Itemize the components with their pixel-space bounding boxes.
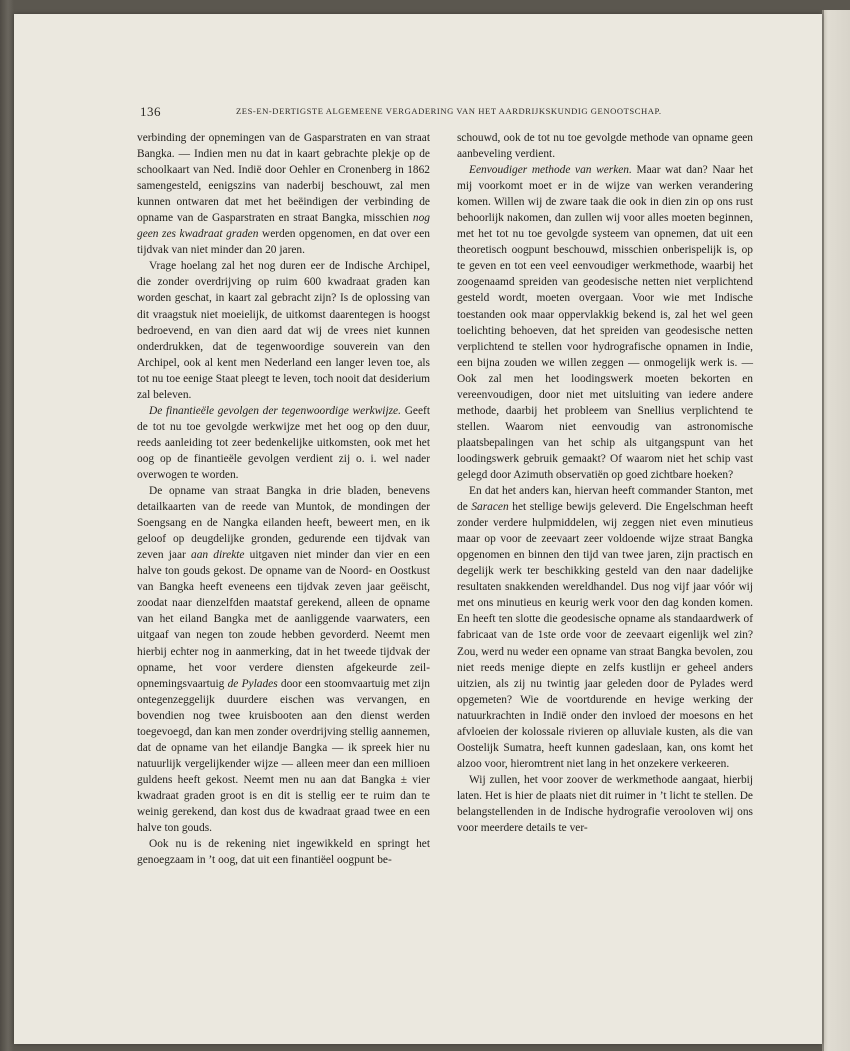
- paragraph: Vrage hoelang zal het nog duren eer de Indische Archipel, die zonder overdrijving op ruim 600 kwadraat graden kan worden geschat, in kaart zal gebracht zijn? Is de oplossing van dit vraagstuk niet moeielijk, de uitkomst daarentegen is hoogst bedroevend, en van dien aard dat wij de vrees niet kunnen onderdrukken, dat de tegenwoordige souverein van den Archipel, ook al kent men Nederland een langer leven toe, als tot nu toe eenige Staat pleegt te leven, toch nooit dat desiderium zal beleven.: [137, 260, 430, 401]
- page-header: [140, 104, 684, 122]
- running-title: ZES-EN-DERTIGSTE ALGEMEENE VERGADERING VAN HET AARDRIJKSKUNDIG GENOOTSCHAP.: [236, 106, 662, 116]
- page-number: 136: [140, 104, 161, 119]
- paragraph: Wij zullen, het voor zoover de werkmethode aangaat, hierbij laten. Het is hier de plaats niet dit ruimer in ’t licht te stellen. De belangstellenden in de Indische hydrografie verooloven wij ons voor meerdere details te ver-: [457, 773, 753, 835]
- section-heading-paragraph: De finantieële gevolgen der tegenwoordige werkwijze. Geeft de tot nu toe gevolgde werkwijze met het oog op den duur, reeds aanleiding tot zeer bedenkelijke uitkomsten, ook met het oog op de finantieële gevolgen verdient zij o. i. wel nader overwogen te worden.: [137, 404, 430, 481]
- paragraph: verbinding der opnemingen van de Gasparstraten en van straat Bangka. — Indien men nu dat in kaart gebrachte plekje op de schoolkaart van Ned. Indië door Oehler en Cronenberg in 1862 samengesteld, eenigszins van naderbij beschouwt, zal men kunnen ontwaren dat met het beëindigen der verbinding de opname van de Gasparstraten en straat Bangka, misschien nog geen zes kwadraat graden werden opgenomen, en dat over een tijdvak van niet minder dan 20 jaren.: [137, 132, 430, 257]
- left-column: [137, 130, 430, 868]
- paragraph: schouwd, ook de tot nu toe gevolgde methode van opname geen aanbeveling verdient.: [457, 132, 753, 161]
- right-column: [457, 130, 753, 836]
- page-fold-shadow: [822, 10, 824, 1051]
- section-heading: Eenvoudiger methode van werken.: [469, 164, 632, 177]
- paragraph: Ook nu is de rekening niet ingewikkeld en springt het genoegzaam in ’t oog, dat uit een finantiëel oogpunt be-: [137, 838, 430, 867]
- paragraph: De opname van straat Bangka in drie bladen, benevens detailkaarten van de reede van Muntok, de mondingen der Soengsang en de Nangka eilanden heeft, beweert men, en ik geloof op deugdelijke gronden, gedurende een tijdvak van zeven jaar aan direkte uitgaven niet minder dan vier en een halve ton gouds gekost. De opname van de Noord- en Oostkust van Bangka heeft eveneens een tijdvak zeven jaar geëischt, zoodat naar dienzelfden maatstaf gerekend, alleen de opname van het eiland Bangka met de aanliggende vaarwaters, een uitgaaf van negen ton zoude hebben gevorderd. Neemt men hierbij echter nog in aanmerking, dat in het tweede tijdvak der opname, het voor verdere diensten afgekeurde zeil-opnemingsvaartuig de Pylades door een stoomvaartuig met zijn ontegenzeggelijk duurdere eischen was vervangen, en bovendien nog twee kruisbooten aan den dienst werden toegevoegd, dan kan men zonder overdrijving stellig aannemen, dat de opname van het eilandje Bangka — ik spreek hier nu natuurlijk vergelijkender wijze — alleen meer dan een millioen guldens heeft gekost. Neemt men nu aan dat Bangka ± vier kwadraat graden groot is en dit is stellig eer te ruim dan te weinig gerekend, dan kost dus de kwadraat graad twee en een halve ton gouds.: [137, 485, 431, 835]
- section-heading-paragraph: Eenvoudiger methode van werken. Maar wat dan? Naar het mij voorkomt moet er in de wijze van werken verandering komen. Willen wij de zware taak die ook in dien zin op ons rust behoorlijk nakomen, dan zullen wij voor alles moeten beginnen, met het tot nu toe gevolgde systeem van opnemen, dat uit een theoretisch oogpunt beschouwd, misschien onberispelijk is, op te geven en tot een veel eenvoudiger werkmethode, waarbij het zoogenaamd spreiden van geodesische netten niet verplichtend gesteld wordt, moeten overgaan. Voor wie met Indische toestanden ook maar oppervlakkig bekend is, zal het wel geen toelichting behoeven, dat het spreiden van geodesische netten verplichtend te stellen voor hydrografische opnamen in Indie, een bijna zouden we willen zeggen — onmogelijk werk is. — Ook zal men het loodingswerk moeten bekorten en vereenvoudigen, door niet met uitsluiting van iedere andere methode, daarbij het probleem van Snellius verplichtend te stellen. Waarom niet eenvoudig van astronomische plaatsbepalingen van het schip als uitgangspunt van het loodingswerk gebruik gemaakt? Of waarom niet het schip vast gelegd door Azimuth observatiën op goed zichtbare hoeken?: [457, 164, 753, 481]
- paragraph: En dat het anders kan, hiervan heeft commander Stanton, met de Saracen het stellige bewijs geleverd. Die Engelschman heeft zonder verdere hulpmiddelen, wij zeggen niet even minutieus maar op voor de zeevaart zeer voldoende wijze straat Bangka opgenomen en binnen den tijd van twee jaren, zijn practisch en degelijk werk ter beschikking gesteld van den naar dadelijke resultaten snakkenden wereldhandel. Dus nog vijf jaar vóór wij met ons minutieus en keurig werk voor den dag konden komen. En heeft ten slotte die geodesische opname als standaardwerk of fabricaat van de 1ste orde voor de zeevaart eigenlijk wel zin? Zou, werd nu weder een opname van straat Bangka bevolen, zou niet reeds menige diepte en zelfs kustlijn er geheel anders uitzien, als zij nu twintig jaar geleden door de Pylades werd opgemeten? Wie de voortdurende en hevige werking der natuurkrachten in Indië onder den invloed der moesons en het afvloeien der kolossale rivieren op alluviale kusten, als die van Oostelijk Sumatra, heeft kunnen gadeslaan, kan, ons komt het alzoo voor, hieromtrent niet lang in het onzekere verkeeren.: [457, 485, 753, 770]
- adjacent-page-edge: [822, 10, 850, 1051]
- section-heading: De finantieële gevolgen der tegenwoordige werkwijze.: [149, 404, 401, 417]
